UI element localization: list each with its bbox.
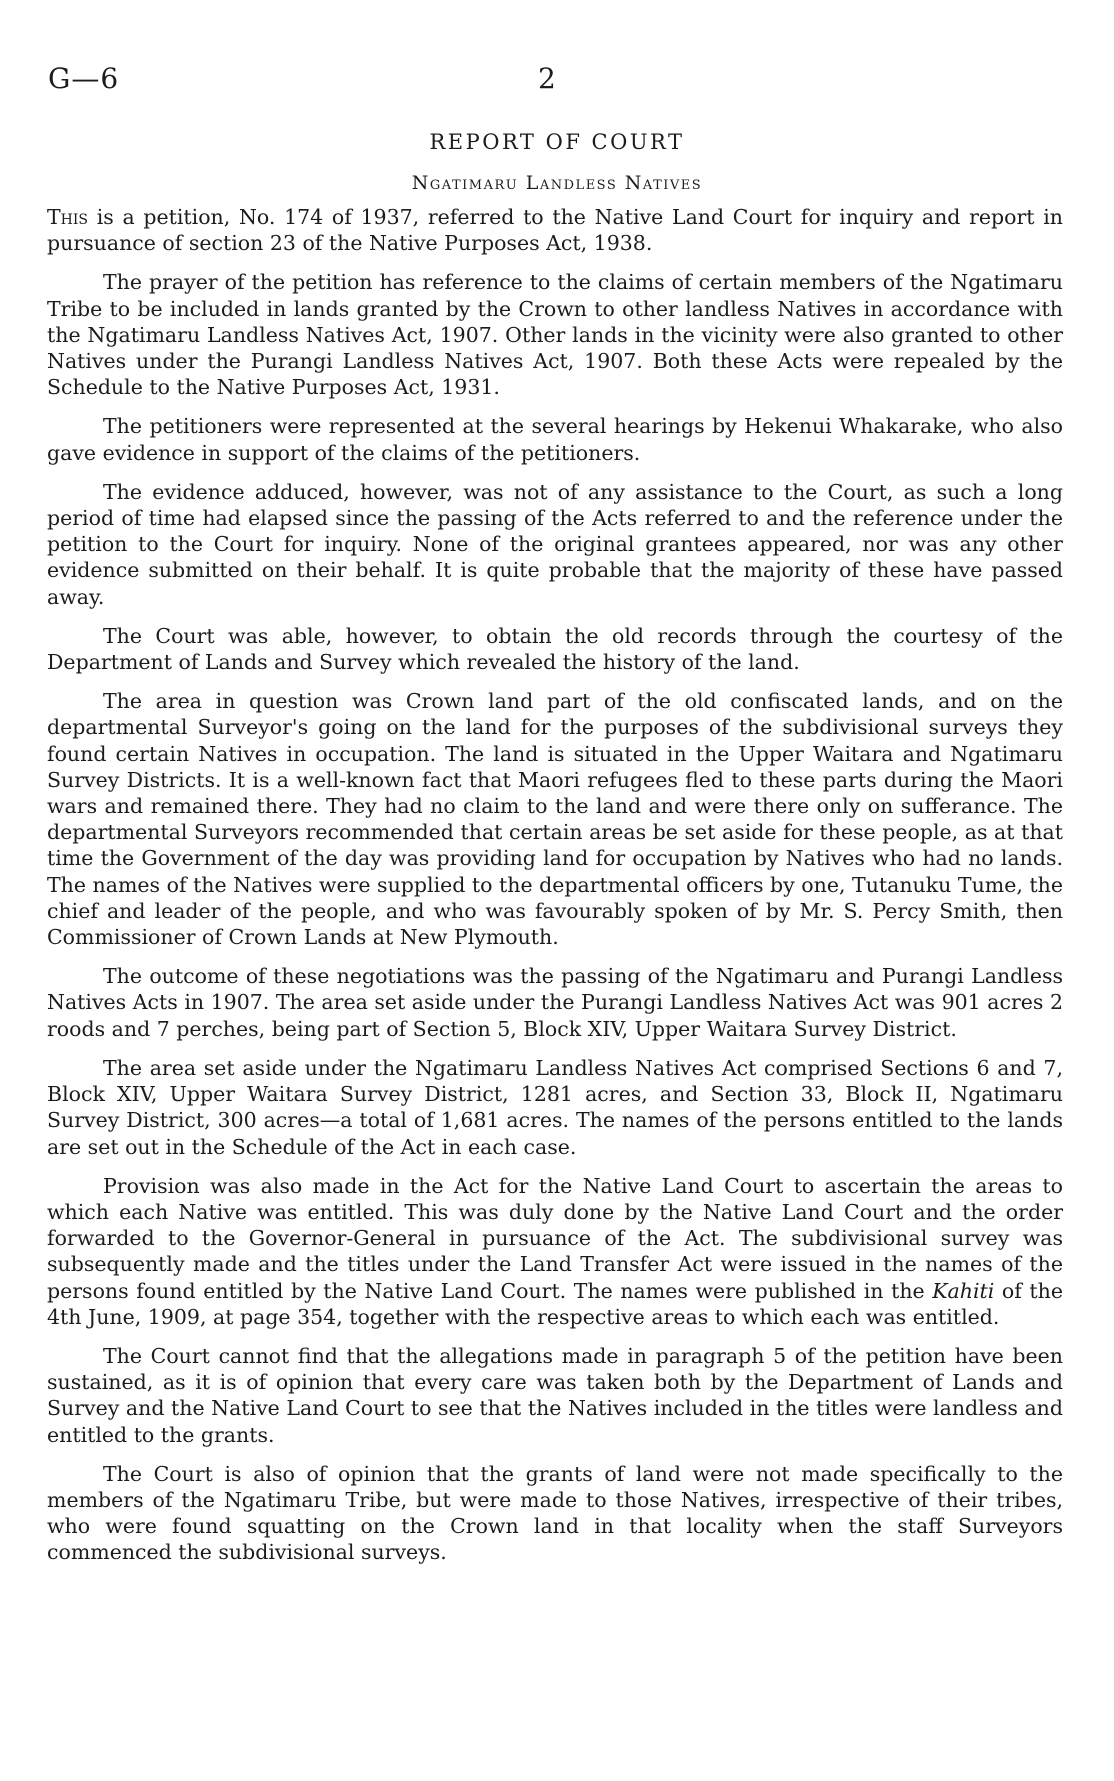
paragraph-2: The prayer of the petition has reference to the claims of certain members of the Ngatimaru Tribe to be included in lands granted by the Crown to other landless Natives in accordance with the Ngatimaru Landless Natives Act, 1907. Other lands in the vicinity were also granted to other Natives under the Purangi Landless Natives Act, 1907. Both these Acts were repealed by the Schedule to the Native Purposes Act, 1931. — [47, 270, 1063, 400]
paragraph-8: The area set aside under the Ngatimaru Landless Natives Act comprised Sections 6 and 7, Block XIV, Upper Waitara Survey District, 1281 acres, and Section 33, Block II, Ngatimaru Survey District, 300 acres—a total of 1,681 acres. The names of the persons entitled to the lands are set out in the Schedule of the Act in each case. — [47, 1055, 1063, 1159]
paragraph-5: The Court was able, however, to obtain the old records through the courtesy of the Department of Lands and Survey which revealed the history of the land. — [47, 623, 1063, 675]
paragraph-1-text: is a petition, No. 174 of 1937, referred to the Native Land Court for inquiry and report in pursuance of section 23 of the Native Purposes Act, 1938. — [47, 205, 1063, 256]
paragraph-1 — [47, 204, 1063, 256]
paragraph-3: The petitioners were represented at the several hearings by Hekenui Whakarake, who also gave evidence in support of the claims of the petitioners. — [47, 414, 1063, 465]
paragraph-6: The area in question was Crown land part of the old confiscated lands, and on the departmental Surveyor's going on the land for the purposes of the subdivisional surveys they found certain Natives in occupation. The land is situated in the Upper Waitara and Ngatimaru Survey Districts. It is a well-known fact that Maori refugees fled to these parts during the Maori wars and remained there. They had no claim to the land and were there only on sufferance. The departmental Surveyors recommended that certain areas be set aside for these people, as at that time the Government of the day was providing land for occupation by Natives who had no lands. The names of the Natives were supplied to the departmental officers by one, Tutanuku Tume, the chief and leader of the people, and who was favourably spoken of by Mr. S. Percy Smith, then Commissioner of Crown Lands at New Plymouth. — [47, 689, 1063, 950]
paragraph-lead-word: This — [47, 205, 89, 229]
page-reference: G—6 — [48, 62, 120, 95]
paragraph-10: The Court cannot find that the allegations made in paragraph 5 of the petition have been sustained, as it is of opinion that every care was taken both by the Department of Lands and Survey and the Native Land Court to see that the Natives included in the titles were landless and entitled to the grants. — [47, 1343, 1063, 1447]
paragraph-9-text-after: of the 4th June, 1909, at page 354, together with the respective areas to which each was entitled. — [47, 1278, 1063, 1329]
gazette-title: Kahiti — [932, 1278, 995, 1303]
report-body — [47, 204, 1063, 1579]
paragraph-11: The Court is also of opinion that the grants of land were not made specifically to the members of the Ngatimaru Tribe, but were made to those Natives, irrespective of their tribes, who were found squatting on the Crown land in that locality when the staff Surveyors commenced the subdivisional surveys. — [47, 1461, 1063, 1565]
paragraph-9-text-before: Provision was also made in the Act for the Native Land Court to ascertain the areas to which each Native was entitled. This was duly done by the Native Land Court and the order forwarded to the Governor-General in pursuance of the Act. The subdivisional survey was subsequently made and the titles under the Land Transfer Act were issued in the names of the persons found entitled by the Native Land Court. The names were published in the — [47, 1173, 1063, 1303]
paragraph-7: The outcome of these negotiations was the passing of the Ngatimaru and Purangi Landless Natives Acts in 1907. The area set aside under the Purangi Landless Natives Act was 901 acres 2 roods and 7 perches, being part of Section 5, Block XIV, Upper Waitara Survey District. — [47, 964, 1063, 1041]
paragraph-9 — [47, 1173, 1063, 1330]
paragraph-4: The evidence adduced, however, was not of any assistance to the Court, as such a long period of time had elapsed since the passing of the Acts referred to and the reference under the petition to the Court for inquiry. None of the original grantees appeared, nor was any other evidence submitted on their behalf. It is quite probable that the majority of these have passed away. — [47, 479, 1063, 609]
report-title: REPORT OF COURT — [429, 130, 685, 154]
page-number: 2 — [538, 62, 556, 95]
report-subtitle: Ngatimaru Landless Natives — [411, 172, 703, 194]
